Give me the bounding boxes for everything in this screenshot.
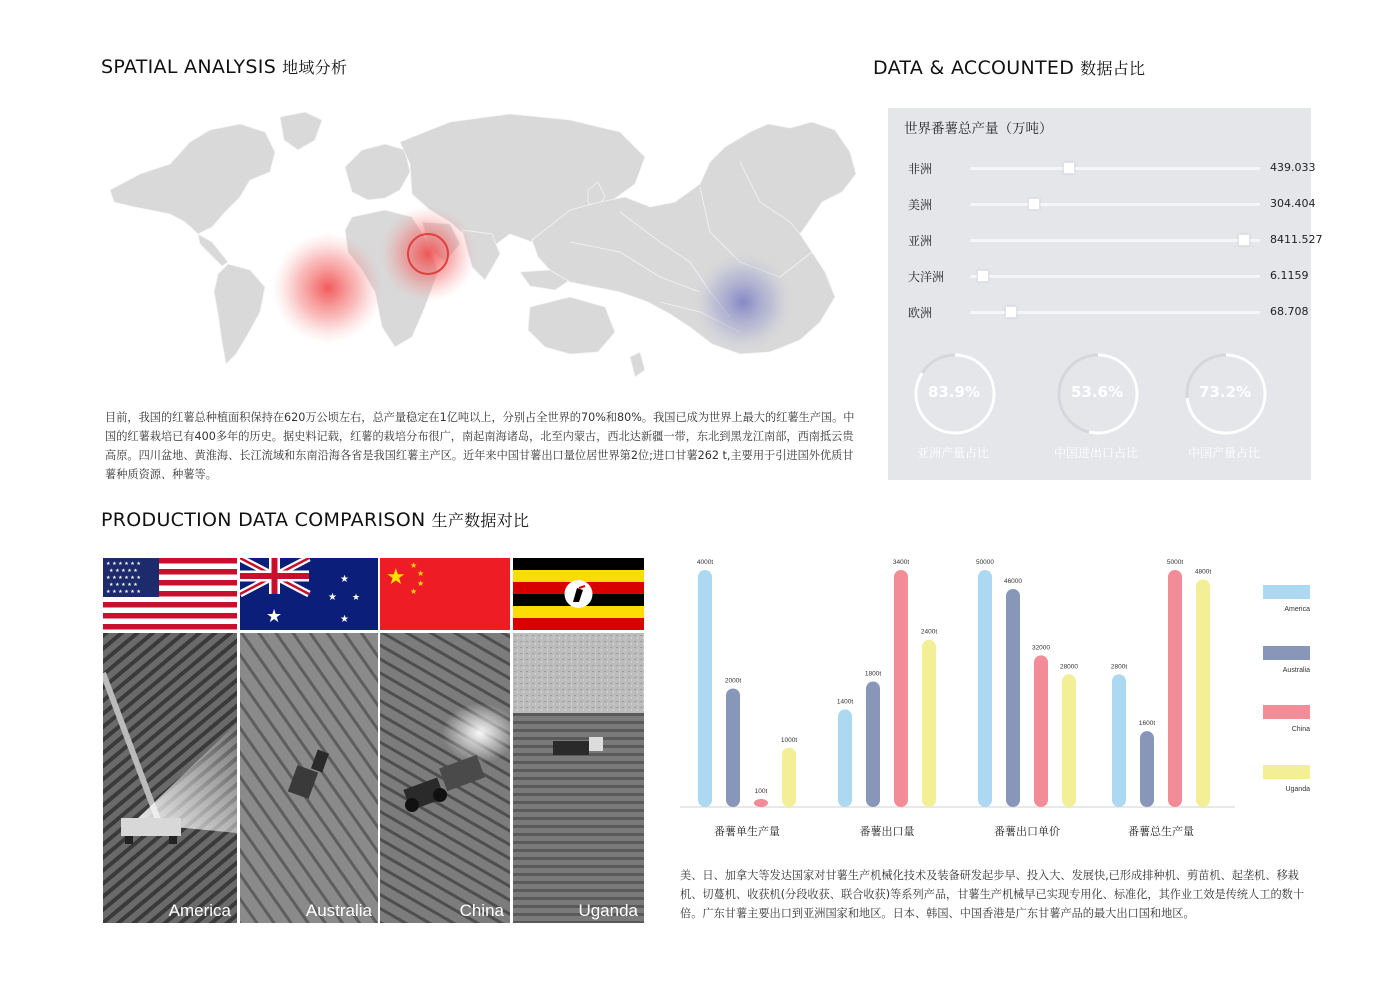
spatial-analysis-title — [101, 55, 347, 78]
chart-bar — [698, 570, 712, 807]
photo-uganda — [513, 633, 644, 923]
chart-category-label: 番薯单生产量 — [714, 825, 780, 838]
chart-bar — [866, 682, 880, 807]
slider-knob[interactable] — [1238, 234, 1250, 246]
production-panel — [888, 108, 1323, 480]
china-flag — [380, 558, 510, 630]
map-area — [100, 102, 860, 387]
chart-bar — [1006, 589, 1020, 807]
ring-indicator — [913, 352, 1007, 460]
production-comparison-title — [101, 508, 529, 531]
legend-label: Australia — [1282, 667, 1310, 674]
chart-data-label: 2800t — [1110, 663, 1128, 671]
slider-row — [908, 196, 1316, 214]
svg-text:★ ★ ★ ★ ★ ★: ★ ★ ★ ★ ★ ★ — [106, 561, 141, 567]
svg-text:★ ★ ★ ★ ★ ★: ★ ★ ★ ★ ★ ★ — [106, 589, 141, 595]
ring-indicator — [1184, 352, 1278, 460]
svg-text:★: ★ — [410, 561, 418, 570]
chart-data-label: 5000t — [1166, 559, 1184, 566]
legend-swatch — [1263, 585, 1310, 599]
slider-value: 304.404 — [1270, 197, 1316, 210]
svg-text:★: ★ — [328, 592, 337, 603]
data-title-en: DATA & ACCOUNTED — [873, 57, 1075, 79]
chart-data-label: 4000t — [696, 559, 714, 566]
chart-data-label: 1800t — [864, 670, 882, 678]
ring-label: 中国产量占比 — [1187, 446, 1260, 460]
svg-text:★: ★ — [340, 614, 349, 625]
chart-bar — [922, 640, 936, 807]
slider-knob[interactable] — [1063, 162, 1075, 174]
spatial-description: 目前，我国的红薯总种植面积保持在620万公顷左右，总产量稳定在1亿吨以上，分别占全世界的70%和80%。我国已成为世界上最大的红薯生产国。中国的红薯栽培已有400多年的历史。据史料记载，红薯的栽培分布很广，南起南海诸岛，北至内蒙古，西北达新疆一带，东北到黑龙江南部，西南抵云贵高原。四川盆地、黄淮海、长江流域和东南沿海各省是我国红薯主产区。近年来中国甘薯出口量位居世界第2位;进口甘薯262 t,主要用于引进国外优质甘薯种质资源、种薯等。 — [105, 411, 855, 481]
data-title-zh: 数据占比 — [1080, 59, 1146, 78]
chart-bar — [894, 570, 908, 807]
chart-bar — [754, 799, 768, 807]
map-svg — [100, 102, 860, 387]
legend-label: America — [1284, 606, 1310, 613]
slider-row — [908, 268, 1309, 286]
legend-label: China — [1291, 726, 1310, 733]
slider-value: 8411.527 — [1270, 233, 1323, 246]
photo-label-america: America — [168, 901, 231, 920]
svg-text:★ ★ ★ ★ ★: ★ ★ ★ ★ ★ — [109, 568, 138, 574]
svg-text:★ ★ ★ ★ ★ ★: ★ ★ ★ ★ ★ ★ — [106, 575, 141, 581]
ring-percentage: 73.2% — [1198, 383, 1252, 401]
production-description: 美、日、加拿大等发达国家对甘薯生产机械化技术及装备研发起步早、投入大、发展快,已形成排种机、剪苗机、起垄机、移栽机、切蔓机、收获机(分段收获、联合收获)等系列产品，甘薯生产机械早已实现专用化、标准化，其作业工效是传统人工的数十倍。广东甘薯主要出口到亚洲国家和地区。日本、韩国、中国香港是广东甘薯产品的最大出口国和地区。 — [680, 869, 1305, 920]
chart-bar — [1112, 674, 1126, 807]
production-bar-chart — [680, 555, 1320, 855]
slider-label: 亚洲 — [908, 234, 933, 248]
chart-data-label: 28000 — [1059, 663, 1079, 671]
slider-label: 欧洲 — [908, 306, 933, 320]
ring-indicator — [1053, 352, 1150, 460]
slider-row — [908, 232, 1323, 250]
data-accounted-title — [873, 56, 1145, 79]
chart-data-label: 1000t — [780, 736, 798, 744]
ring-label: 亚洲产量占比 — [916, 446, 989, 460]
slider-label: 美洲 — [908, 198, 933, 212]
chart-bar — [838, 709, 852, 807]
slider-track[interactable] — [970, 203, 1260, 206]
photo-china — [380, 633, 510, 923]
svg-text:★: ★ — [386, 565, 406, 590]
photo-label-uganda: Uganda — [578, 901, 638, 920]
legend-swatch — [1263, 765, 1310, 779]
slider-knob[interactable] — [977, 270, 989, 282]
australia-flag — [240, 558, 378, 630]
chart-data-label: 2400t — [920, 628, 938, 636]
chart-data-label: 46000 — [1003, 577, 1023, 585]
svg-text:★: ★ — [417, 579, 425, 588]
slider-track[interactable] — [970, 167, 1260, 170]
legend-label: Uganda — [1285, 786, 1310, 793]
asia-hotspot — [380, 206, 476, 302]
chart-data-label: 32000 — [1031, 644, 1051, 652]
chart-data-label: 1600t — [1138, 720, 1156, 728]
legend-swatch — [1263, 646, 1310, 660]
chart-bar — [782, 748, 796, 807]
chart-data-label: 100t — [754, 788, 768, 795]
photo-label-china: China — [459, 901, 504, 920]
photo-australia — [240, 633, 378, 923]
chart-data-label: 2000t — [724, 677, 742, 685]
legend-swatch — [1263, 705, 1310, 719]
production-title-en: PRODUCTION DATA COMPARISON — [101, 509, 426, 531]
panel-title: 世界番薯总产量（万吨） — [904, 121, 1053, 137]
chart-bar — [726, 689, 740, 808]
slider-knob[interactable] — [1005, 306, 1017, 318]
chart-category-label: 番薯出口单价 — [994, 825, 1060, 838]
slider-value: 6.1159 — [1270, 269, 1309, 282]
photo-label-australia: Australia — [305, 901, 372, 920]
chart-bar — [1140, 731, 1154, 807]
slider-label: 非洲 — [908, 162, 933, 176]
africa-hotspot — [273, 233, 383, 343]
svg-text:★: ★ — [410, 587, 418, 596]
chart-bar — [978, 570, 992, 807]
chart-bar — [1034, 655, 1048, 807]
spatial-title-en: SPATIAL ANALYSIS — [101, 56, 277, 78]
uganda-flag — [513, 558, 644, 630]
chart-data-label: 50000 — [975, 559, 995, 566]
slider-value: 68.708 — [1270, 305, 1309, 318]
chart-bar — [1196, 579, 1210, 807]
photo-america — [103, 633, 237, 923]
chart-data-label: 3400t — [892, 559, 910, 566]
production-title-zh: 生产数据对比 — [431, 511, 530, 530]
slider-row — [908, 160, 1316, 178]
chart-data-label: 4800t — [1194, 568, 1212, 576]
ring-percentage: 53.6% — [1070, 383, 1124, 401]
spatial-title-zh: 地域分析 — [282, 58, 348, 77]
china-hotspot — [693, 252, 793, 352]
svg-text:★: ★ — [266, 606, 283, 627]
ring-label: 中国进出口占比 — [1053, 446, 1138, 460]
slider-knob[interactable] — [1028, 198, 1040, 210]
svg-text:★: ★ — [340, 574, 349, 585]
slider-track[interactable] — [970, 311, 1260, 314]
slider-track[interactable] — [970, 275, 1260, 278]
chart-category-label: 番薯出口量 — [859, 825, 915, 838]
slider-label: 大洋洲 — [908, 270, 945, 284]
usa-flag — [103, 558, 237, 630]
chart-data-label: 1400t — [836, 698, 854, 706]
chart-bar — [1168, 570, 1182, 807]
chart-bar — [1062, 674, 1076, 807]
slider-row — [908, 304, 1309, 322]
svg-text:★ ★ ★ ★ ★: ★ ★ ★ ★ ★ — [109, 582, 138, 588]
slider-track[interactable] — [970, 239, 1260, 242]
svg-text:★: ★ — [417, 569, 425, 578]
ring-percentage: 83.9% — [927, 383, 981, 401]
chart-category-label: 番薯总生产量 — [1128, 825, 1194, 838]
svg-text:★: ★ — [352, 593, 361, 603]
slider-value: 439.033 — [1270, 161, 1316, 174]
